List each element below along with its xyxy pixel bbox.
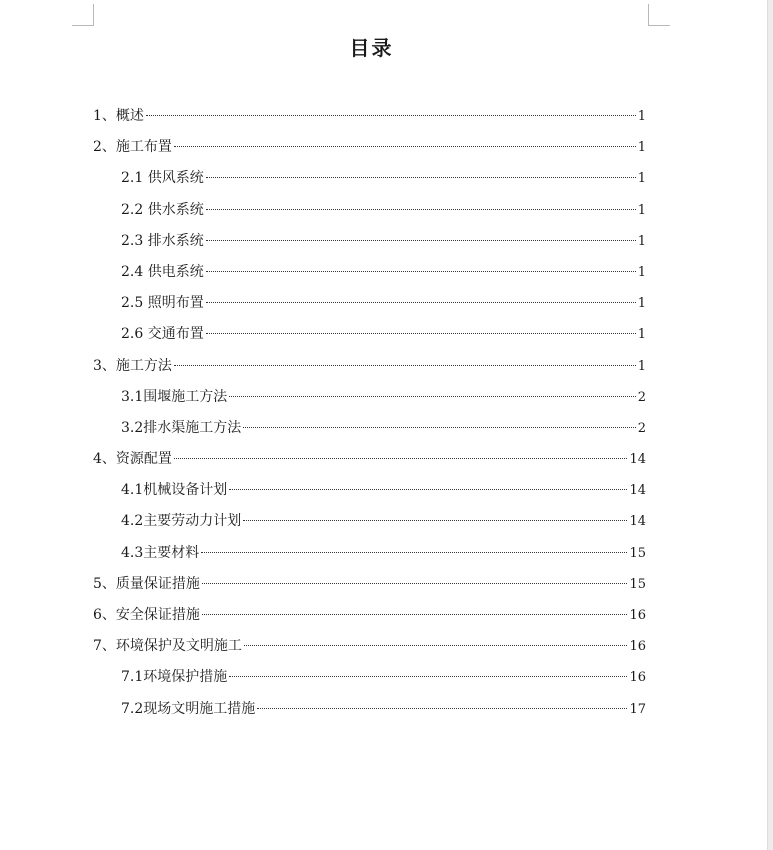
toc-dot-leader [206,240,636,241]
toc-entry-page-number: 1 [637,358,646,374]
toc-entry[interactable] [93,694,646,725]
toc-entry-page-number: 1 [637,264,646,280]
toc-entry[interactable] [93,382,646,413]
toc-entry-page-number: 1 [637,140,646,156]
toc-dot-leader [206,177,636,178]
toc-entry-label: 4、资源配置 [93,451,172,468]
toc-entry[interactable] [93,319,646,350]
toc-entry[interactable] [93,569,646,600]
toc-entry[interactable] [93,475,646,506]
toc-entry-label: 2.1 供风系统 [121,170,204,187]
toc-entry-page-number: 15 [629,545,646,561]
toc-entry-label: 2.6 交通布置 [121,326,204,343]
table-of-contents [93,101,646,725]
toc-dot-leader [174,365,636,366]
toc-entry-page-number: 1 [637,296,646,312]
toc-dot-leader [206,209,636,210]
toc-entry-label: 4.3主要材料 [121,544,200,561]
toc-dot-leader [174,146,636,147]
toc-entry-page-number: 2 [637,420,646,436]
toc-entry[interactable] [93,288,646,319]
toc-entry[interactable] [93,506,646,537]
toc-entry-page-number: 14 [629,483,646,499]
toc-entry-label: 6、安全保证措施 [93,607,200,623]
toc-entry[interactable] [93,600,646,631]
crop-mark-top-left [72,4,94,26]
crop-mark-top-right [648,4,670,26]
toc-dot-leader [243,427,635,428]
toc-entry-page-number: 16 [629,670,646,686]
toc-entry-page-number: 16 [629,639,646,655]
toc-entry-label: 2.4 供电系统 [121,263,204,280]
toc-entry-page-number: 15 [629,576,646,592]
toc-entry-label: 4.2主要劳动力计划 [121,513,242,530]
toc-dot-leader [257,708,627,709]
toc-entry-label: 3.2排水渠施工方法 [121,419,242,436]
toc-entry-page-number: 14 [629,514,646,530]
toc-entry-label: 4.1机械设备计划 [121,482,228,499]
toc-entry-label: 2.2 供水系统 [121,201,204,218]
toc-entry-label: 3.1围堰施工方法 [121,388,228,405]
toc-dot-leader [146,115,636,116]
toc-entry-label: 7、环境保护及文明施工 [93,638,242,655]
toc-entry[interactable] [93,195,646,226]
toc-dot-leader [229,489,627,490]
toc-entry-label: 2.3 排水系统 [121,232,204,249]
toc-dot-leader [206,302,636,303]
toc-entry[interactable] [93,226,646,257]
toc-entry-page-number: 2 [637,389,646,405]
toc-entry[interactable] [93,538,646,569]
toc-dot-leader [229,676,627,677]
toc-entry[interactable] [93,132,646,163]
toc-entry[interactable] [93,163,646,194]
toc-dot-leader [201,552,627,553]
toc-entry[interactable] [93,351,646,382]
toc-entry-page-number: 1 [637,202,646,218]
toc-dot-leader [202,614,628,615]
toc-dot-leader [206,333,636,334]
window-edge [767,0,773,850]
toc-entry[interactable] [93,413,646,444]
toc-entry[interactable] [93,662,646,693]
toc-entry-page-number: 1 [637,171,646,187]
toc-entry-label: 2.5 照明布置 [121,295,204,312]
toc-entry[interactable] [93,101,646,132]
toc-title: 目录 [349,36,394,60]
toc-dot-leader [244,645,628,646]
toc-entry-page-number: 16 [629,608,646,623]
toc-entry-label: 5、质量保证措施 [93,575,200,592]
toc-entry-label: 7.1环境保护措施 [121,669,228,686]
toc-dot-leader [206,271,636,272]
toc-entry-label: 7.2现场文明施工措施 [121,700,256,717]
toc-entry-page-number: 1 [637,109,646,124]
toc-dot-leader [243,520,627,521]
toc-entry[interactable] [93,257,646,288]
toc-entry-label: 2、施工布置 [93,139,172,156]
toc-entry[interactable] [93,631,646,662]
toc-entry-page-number: 1 [637,233,646,249]
toc-dot-leader [174,458,628,459]
toc-entry-page-number: 17 [629,701,646,717]
toc-entry-page-number: 14 [629,452,646,468]
toc-entry-label: 3、施工方法 [93,357,172,374]
toc-entry-label: 1、概述 [93,108,144,124]
toc-dot-leader [202,583,628,584]
toc-entry-page-number: 1 [637,327,646,343]
toc-entry[interactable] [93,444,646,475]
toc-dot-leader [229,396,635,397]
